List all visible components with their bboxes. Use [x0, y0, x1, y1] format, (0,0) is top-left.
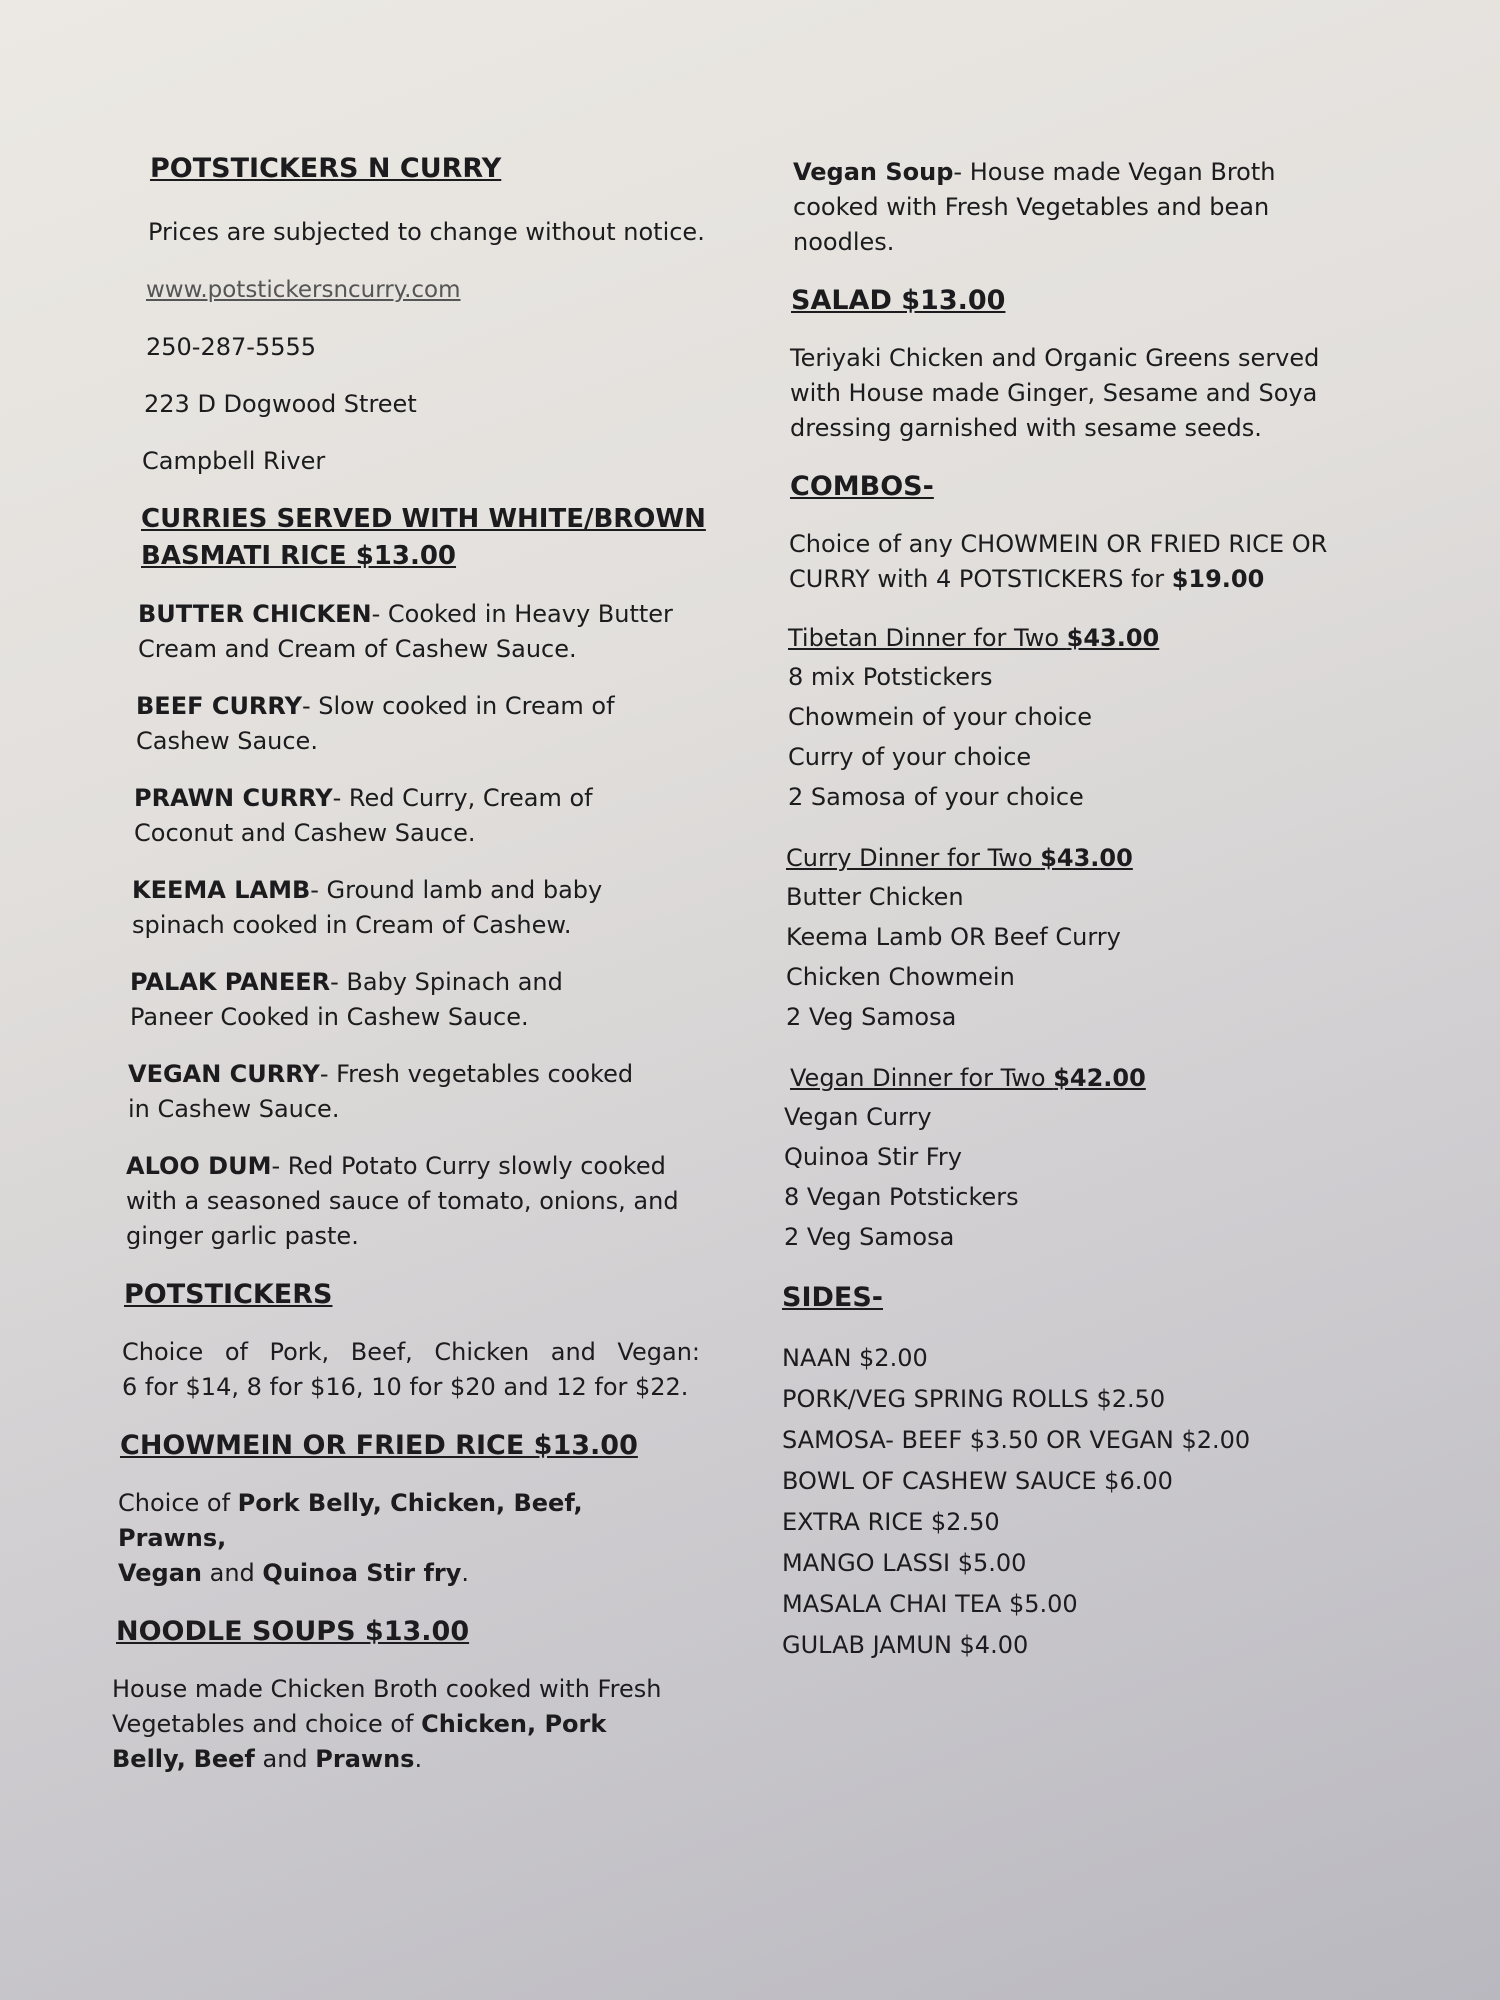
chowmein-bold-quinoa: Quinoa Stir fry: [262, 1559, 462, 1587]
noodle-soups-desc: [112, 1672, 672, 1777]
dinner-price: $42.00: [1053, 1064, 1146, 1092]
combos-desc: [789, 527, 1329, 597]
chowmein-bold-options: Pork Belly, Chicken, Beef, Prawns,: [118, 1489, 583, 1552]
dinner-item: 8 mix Potstickers: [788, 663, 993, 691]
salad-desc: [790, 341, 1330, 446]
curries-heading-line2: BASMATI RICE $13.00: [141, 541, 457, 571]
dinner-price: $43.00: [1066, 624, 1160, 652]
curry-item-prawn-curry: [134, 781, 694, 851]
curry-item-name: PALAK PANEER: [130, 968, 331, 996]
salad-heading: SALAD $13.00: [791, 285, 1006, 316]
noodle-soups-text: House made Chicken Broth cooked with Fresh Vegetables and choice of: [112, 1675, 662, 1738]
curry-item-vegan-curry: [128, 1057, 648, 1127]
combos-price: $19.00: [1171, 565, 1265, 593]
potstickers-desc-line2: 6 for $14, 8 for $16, 10 for $20 and 12 for $22.: [122, 1373, 689, 1401]
chowmein-desc: [118, 1486, 678, 1591]
side-item: SAMOSA- BEEF $3.50 OR VEGAN $2.00: [782, 1426, 1251, 1454]
restaurant-title: POTSTICKERS N CURRY: [150, 153, 502, 184]
dinner-title: Vegan Dinner for Two: [790, 1064, 1054, 1092]
curry-item-desc: - Fresh vegetables cooked in Cashew Sauce.: [128, 1060, 634, 1123]
side-item: MASALA CHAI TEA $5.00: [782, 1590, 1078, 1618]
curry-item-name: VEGAN CURRY: [128, 1060, 320, 1088]
noodle-soups-bold-beef: Beef: [193, 1745, 255, 1773]
side-item: MANGO LASSI $5.00: [782, 1549, 1027, 1577]
sides-list: [782, 1338, 1374, 1666]
curry-item-name: BEEF CURRY: [136, 692, 302, 720]
noodle-soups-heading: NOODLE SOUPS $13.00: [116, 1616, 470, 1647]
curry-item-name: ALOO DUM: [126, 1152, 272, 1180]
noodle-soups-bold-prawns: Prawns: [315, 1745, 415, 1773]
dinner-title: Tibetan Dinner for Two: [788, 624, 1067, 652]
vegan-dinner: [784, 1059, 1374, 1257]
side-item: GULAB JAMUN $4.00: [782, 1631, 1029, 1659]
dinner-title: Curry Dinner for Two: [786, 844, 1041, 872]
side-item: NAAN $2.00: [782, 1344, 928, 1372]
dinner-item: 2 Veg Samosa: [784, 1223, 955, 1251]
potstickers-desc: [122, 1335, 700, 1405]
chowmein-heading: CHOWMEIN OR FRIED RICE $13.00: [120, 1430, 638, 1461]
curry-item-butter-chicken: [138, 597, 678, 667]
dinner-price: $43.00: [1040, 844, 1133, 872]
side-item: BOWL OF CASHEW SAUCE $6.00: [782, 1467, 1173, 1495]
dinner-item: 2 Veg Samosa: [786, 1003, 957, 1031]
dinner-item: Quinoa Stir Fry: [784, 1143, 962, 1171]
chowmein-text: Choice of: [118, 1489, 238, 1517]
curry-item-palak-paneer: [130, 965, 650, 1035]
right-column: [784, 155, 1374, 1666]
combos-heading: COMBOS-: [790, 471, 934, 502]
noodle-soups-bold-options: Chicken, Pork Belly,: [112, 1710, 607, 1773]
curry-item-desc: - Red Potato Curry slowly cooked with a seasoned sauce of tomato, onions, and ginger garlic paste.: [126, 1152, 679, 1250]
vegan-soup-name: Vegan Soup: [793, 158, 954, 186]
side-item: PORK/VEG SPRING ROLLS $2.50: [782, 1385, 1166, 1413]
curry-item-desc: - Ground lamb and baby spinach cooked in Cream of Cashew.: [132, 876, 603, 939]
curry-item-desc: - Cooked in Heavy Butter Cream and Cream of Cashew Sauce.: [138, 600, 673, 663]
chowmein-text: and: [202, 1559, 263, 1587]
street-address: 223 D Dogwood Street: [144, 390, 417, 418]
side-item: EXTRA RICE $2.50: [782, 1508, 1000, 1536]
curries-heading-line1: CURRIES SERVED WITH WHITE/BROWN: [141, 504, 706, 534]
curry-item-beef-curry: [136, 689, 696, 759]
dinner-item: 8 Vegan Potstickers: [784, 1183, 1019, 1211]
curry-item-keema-lamb: [132, 873, 692, 943]
curry-item-name: KEEMA LAMB: [132, 876, 311, 904]
dinner-item: Chicken Chowmein: [786, 963, 1015, 991]
curry-item-name: PRAWN CURRY: [134, 784, 333, 812]
dinner-item: 2 Samosa of your choice: [788, 783, 1084, 811]
noodle-soups-text: .: [414, 1745, 423, 1773]
curry-item-desc: - Slow cooked in Cream of Cashew Sauce.: [136, 692, 615, 755]
curry-item-desc: - Baby Spinach and Paneer Cooked in Cashew Sauce.: [130, 968, 563, 1031]
chowmein-text: .: [461, 1559, 469, 1587]
dinner-item: Chowmein of your choice: [788, 703, 1093, 731]
curry-item-name: BUTTER CHICKEN: [138, 600, 372, 628]
potstickers-desc-line1: Choice of Pork, Beef, Chicken and Vegan:: [122, 1338, 700, 1366]
phone-number: 250-287-5555: [146, 333, 317, 361]
salad-desc-text: Teriyaki Chicken and Organic Greens served with House made Ginger, Sesame and Soya dressing garnished with sesame seeds.: [790, 344, 1320, 442]
left-column: [112, 150, 712, 1777]
city-name: Campbell River: [142, 447, 326, 475]
chowmein-bold-vegan: Vegan: [118, 1559, 202, 1587]
tibetan-dinner: [788, 619, 1374, 817]
curry-item-aloo-dum: [126, 1149, 686, 1254]
curry-item-desc: - Red Curry, Cream of Coconut and Cashew Sauce.: [134, 784, 593, 847]
vegan-soup: [793, 155, 1353, 260]
sides-heading: SIDES-: [782, 1282, 883, 1313]
potstickers-heading: POTSTICKERS: [124, 1279, 333, 1310]
vegan-soup-desc: - House made Vegan Broth cooked with Fresh Vegetables and bean noodles.: [793, 158, 1276, 256]
dinner-item: Curry of your choice: [788, 743, 1032, 771]
website-link[interactable]: www.potstickersncurry.com: [146, 277, 461, 303]
dinner-item: Butter Chicken: [786, 883, 964, 911]
dinner-item: Keema Lamb OR Beef Curry: [786, 923, 1121, 951]
combos-desc-text: Choice of any CHOWMEIN OR FRIED RICE OR CURRY with 4 POTSTICKERS for: [789, 530, 1328, 593]
noodle-soups-text: and: [254, 1745, 316, 1773]
price-notice: Prices are subjected to change without notice.: [148, 218, 705, 246]
curries-heading: [141, 501, 712, 575]
curry-dinner: [786, 839, 1374, 1037]
dinner-item: Vegan Curry: [784, 1103, 932, 1131]
